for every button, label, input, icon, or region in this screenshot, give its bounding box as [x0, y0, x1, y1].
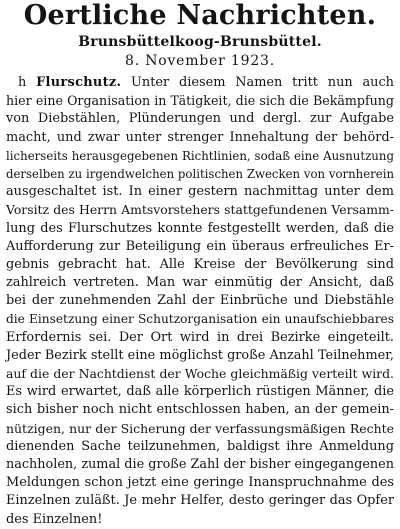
article-line: macht, und zwar unter strenger Innehaltung der behörd- — [6, 129, 394, 145]
headline: Oertliche Nachrichten. — [23, 0, 377, 31]
article-line: ausgeschaltet ist. In einer gestern nachmittag unter dem — [6, 184, 394, 200]
article-line: lung des Flurschutzes konnte festgestellt werden, daß die — [6, 220, 394, 236]
article-line: Jeder Bezirk stellt eine möglichst große Anzahl Teilnehmer, — [6, 347, 394, 363]
article-line: licherseits herausgegebenen Richtlinien, sodaß eine Ausnutzung — [6, 148, 394, 163]
article-line: die Einsetzung einer Schutzorganisation ein unaufschiebbares — [6, 312, 394, 327]
article-line: von Diebstählen, Plünderungen und dergl. zur Aufgabe — [6, 111, 394, 127]
article-body — [6, 74, 394, 529]
article-line: derselben zu irgendwelchen politischen Zwecken von vornherein — [6, 166, 394, 181]
article-line: des Einzelnen! — [6, 511, 103, 527]
article-line: nützigen, nur der Sicherung der verfassungsmäßigen Rechte — [6, 420, 394, 436]
article-line: bei der zunehmenden Zahl der Einbrüche und Diebstähle — [6, 293, 394, 309]
article-line: Erfordernis sei. Der Ort wird in drei Bezirke eingeteilt. — [6, 329, 394, 345]
article-line: Vorsitz des Herrn Amtsvorstehers stattgefundenen Versamm- — [6, 202, 394, 218]
article-line: Aufforderung zur Beteiligung ein überaus erfreuliches Er- — [6, 238, 394, 254]
article-line: nachholen, zumal die große Zahl der bisher eingegangenen — [6, 456, 394, 472]
article-line: zahlreich vertreten. Man war einmütig der Ansicht, daß — [6, 275, 394, 291]
article-line: h Flurschutz. Unter diesem Namen tritt nun auch — [18, 75, 394, 90]
dateline-date: 8. November 1923. — [124, 53, 276, 69]
article-lead: Flurschutz. — [36, 75, 122, 90]
article-line: Einzelnen zuläßt. Je mehr Helfer, desto geringer das Opfer — [6, 493, 394, 509]
article-line: gebnis gebracht hat. Alle Kreise der Bevölkerung sind — [6, 256, 394, 272]
article-line: Meldungen schon jetzt eine geringe Inanspruchnahme des — [6, 475, 394, 491]
section-marker: h — [18, 75, 27, 90]
article-line: dienenden Sache teilzunehmen, baldigst ihre Anmeldung — [6, 438, 394, 454]
article-line: hier eine Organisation in Tätigkeit, die sich die Bekämpfung — [6, 93, 394, 109]
article-line: Es wird erwartet, daß alle körperlich rüstigen Männer, die — [6, 384, 394, 400]
dateline-place: Brunsbüttelkoog-Brunsbüttel. — [78, 34, 322, 50]
article-line: auf die der Nachtdienst der Woche gleichmäßig verteilt wird. — [6, 366, 394, 381]
article-line: sich bisher noch nicht entschlossen haben, an der gemein- — [6, 402, 394, 418]
